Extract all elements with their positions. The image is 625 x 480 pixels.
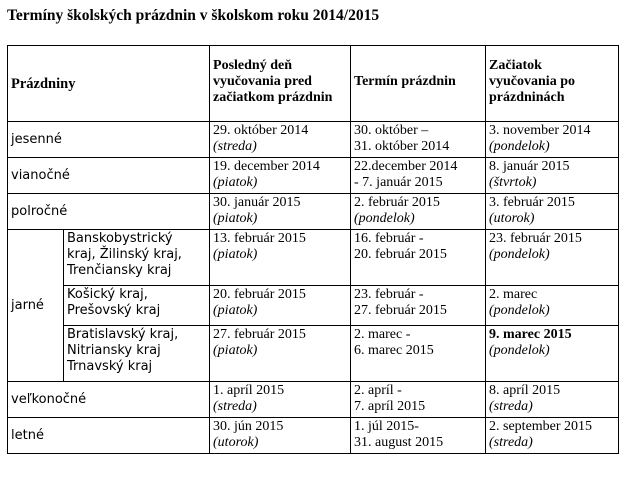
term-cell: 2. marec - 6. marec 2015 [351, 326, 486, 382]
table-row [8, 122, 619, 158]
header-last-day: Posledný deň vyučovania pred začiatkom prázdnin [210, 46, 351, 122]
term-cell: 1. júl 2015- 31. august 2015 [351, 418, 486, 454]
last-day-cell: 19. december 2014 (piatok) [210, 158, 351, 194]
term-cell: 22.december 2014 - 7. január 2015 [351, 158, 486, 194]
region-cell: Banskobystrický kraj, Žilinský kraj, Trenčiansky kraj [64, 230, 210, 286]
last-day-cell: 29. október 2014 (streda) [210, 122, 351, 158]
start-cell: 23. február 2015 (pondelok) [486, 230, 619, 286]
document-title: Termíny školských prázdnin v školskom roku 2014/2015 [7, 7, 380, 24]
region-cell: Bratislavský kraj, Nitriansky kraj Trnavský kraj [64, 326, 210, 382]
table-row [8, 194, 619, 230]
last-day-cell: 20. február 2015 (piatok) [210, 286, 351, 326]
table-row [8, 286, 619, 326]
holiday-name: polročné [8, 194, 210, 230]
term-cell: 2. apríl - 7. apríl 2015 [351, 382, 486, 418]
holiday-name: vianočné [8, 158, 210, 194]
term-cell: 30. október – 31. október 2014 [351, 122, 486, 158]
table-row [8, 230, 619, 286]
start-cell: 3. november 2014 (pondelok) [486, 122, 619, 158]
table-row [8, 158, 619, 194]
term-cell: 16. február - 20. február 2015 [351, 230, 486, 286]
term-cell: 2. február 2015 (pondelok) [351, 194, 486, 230]
header-holidays: Prázdniny [8, 46, 210, 122]
table-row [8, 418, 619, 454]
start-cell: 8. január 2015 (štvrtok) [486, 158, 619, 194]
start-cell: 8. apríl 2015 (streda) [486, 382, 619, 418]
region-cell: Košický kraj, Prešovský kraj [64, 286, 210, 326]
last-day-cell: 30. január 2015 (piatok) [210, 194, 351, 230]
holiday-name: jarné [8, 230, 64, 382]
holiday-name: veľkonočné [8, 382, 210, 418]
holiday-name: jesenné [8, 122, 210, 158]
table-row [8, 382, 619, 418]
table-header-row [8, 46, 619, 122]
start-cell: 2. september 2015 (streda) [486, 418, 619, 454]
header-start: Začiatok vyučovania po prázdninách [486, 46, 619, 122]
header-term: Termín prázdnin [351, 46, 486, 122]
last-day-cell: 13. február 2015 (piatok) [210, 230, 351, 286]
holiday-name: letné [8, 418, 210, 454]
start-cell: 9. marec 2015 (pondelok) [486, 326, 619, 382]
term-cell: 23. február - 27. február 2015 [351, 286, 486, 326]
start-cell: 3. február 2015 (utorok) [486, 194, 619, 230]
last-day-cell: 27. február 2015 (piatok) [210, 326, 351, 382]
table-row [8, 326, 619, 382]
last-day-cell: 1. apríl 2015 (streda) [210, 382, 351, 418]
last-day-cell: 30. jún 2015 (utorok) [210, 418, 351, 454]
holidays-table [7, 45, 619, 454]
start-cell: 2. marec (pondelok) [486, 286, 619, 326]
